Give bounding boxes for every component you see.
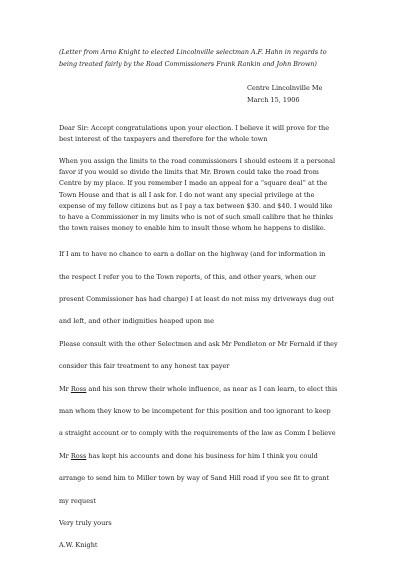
letter-line: arrange to send him to Miller town by way of Sand Hill road if you see fit to grant (59, 474, 330, 483)
letter-line: present Commissioner has had charge) I at least do not miss my driveways dug out (59, 295, 334, 304)
place-and-date: Centre Lincolnville Me March 15, 1906 (247, 84, 323, 104)
letter-line: Please consult with the other Selectmen and ask Mr Pendleton or Mr Fernald if they (59, 339, 338, 348)
salutation-paragraph: Dear Sir: Accept congratulations upon your election. I believe it will prove for the best interest of the taxpayers and therefore for the whole town (59, 124, 330, 144)
letter-line: man whom they know to be incompetent for this position and too ignorant to keep (59, 407, 331, 416)
letter-line: Mr Ross has kept his accounts and done his business for him I think you could (59, 451, 318, 460)
closing-line: Very truly yours (59, 519, 112, 528)
letter-line: consider this fair treatment to any honest tax payer (59, 362, 230, 371)
request-paragraph: When you assign the limits to the road commissioners I should esteem it a personal favor if you would so divide the limits that Mr. Brown could take the road from Centre by my place. If you remember I made an appeal for a “square deal” at the Town House and that is all I ask for. I do not want any special privilege at the expense of my fellow citizens but as I pay a tax between $30. and $40. I would like to have a Commissioner in my limits who is not of such small calibre that he thinks the town raises money to enable him to insult those whom he happens to dislike. (59, 157, 336, 233)
complaint-paragraph (59, 238, 359, 563)
letter-line: the respect I refer you to the Town reports, of this, and other years, when our (59, 272, 317, 281)
document-caption: (Letter from Arno Knight to elected Lincolnville selectman A.F. Hahn in regards to being treated fairly by the Road Commissioners Frank Rankin and John Brown) (59, 48, 327, 68)
letter-line: a straight account or to comply with the requirements of the law as Comm I believe (59, 429, 336, 438)
letter-line: If I am to have no chance to earn a dollar on the highway (and for information in (59, 250, 326, 259)
letter-line: Mr Ross and his son threw their whole influence, as near as I can learn, to elect this (59, 384, 338, 393)
letter-line: my request (59, 496, 96, 505)
underlined-name: Ross (70, 384, 87, 393)
signature-line: A.W. Knight (59, 541, 98, 550)
underlined-name: Ross (70, 451, 87, 460)
letter-line: and left, and other indignities heaped upon me (59, 317, 214, 326)
